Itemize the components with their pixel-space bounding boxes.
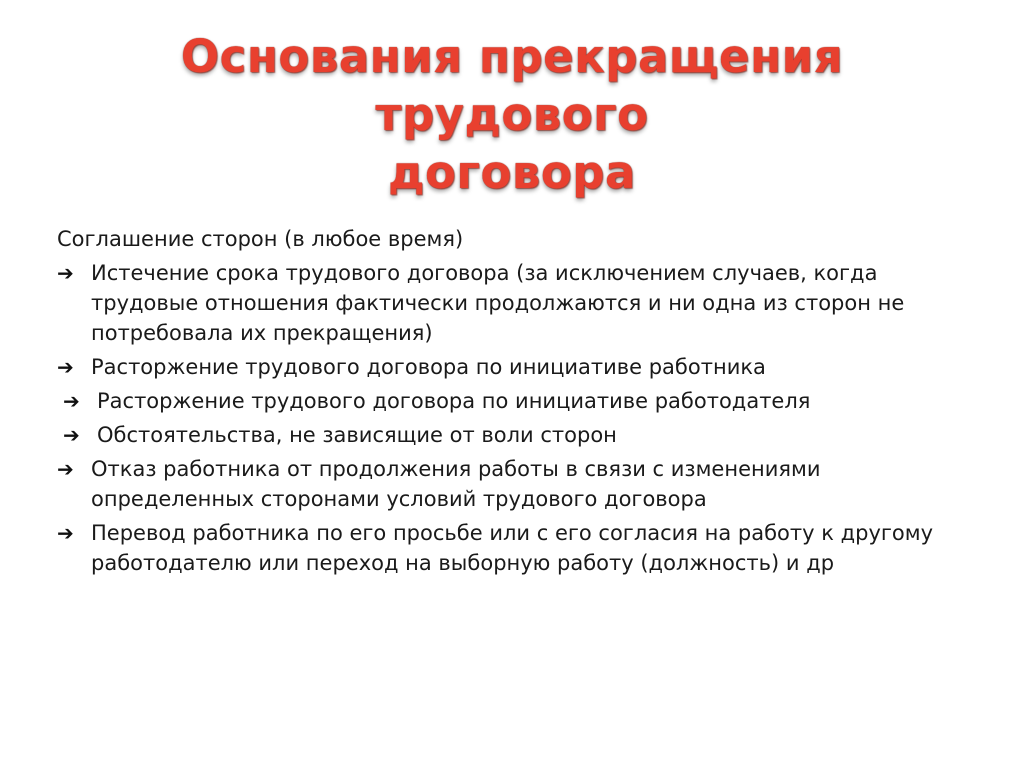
list-item (57, 454, 967, 514)
list-item-text: Перевод работника по его просьбе или с его согласия на работу к другому работодателю или переход на выборную работу (должность) и др (91, 521, 934, 575)
list-item (63, 386, 967, 416)
list-item-text: Отказ работника от продолжения работы в связи с изменениями определенных сторонами условий трудового договора (91, 457, 821, 511)
list-item-text: Расторжение трудового договора по инициативе работника (91, 355, 766, 379)
list-item-intro (57, 224, 967, 254)
slide-title (40, 28, 984, 202)
arrow-right-icon: ➔ (63, 389, 80, 413)
list-item (57, 258, 967, 348)
list-item-text: Обстоятельства, не зависящие от воли сторон (97, 423, 617, 447)
arrow-right-icon: ➔ (57, 355, 74, 379)
arrow-right-icon: ➔ (57, 521, 74, 545)
arrow-right-icon: ➔ (57, 457, 74, 481)
arrow-right-icon: ➔ (63, 423, 80, 447)
slide-title-line-1: Основания прекращения трудового (180, 30, 844, 141)
arrow-right-icon: ➔ (57, 261, 74, 285)
list-item-text: Истечение срока трудового договора (за исключением случаев, когда трудовые отношения фактически продолжаются и ни одна из сторон не потребовала их прекращения) (91, 261, 905, 345)
bullet-list (57, 224, 967, 582)
list-item (57, 352, 967, 382)
list-item-text: Расторжение трудового договора по инициативе работодателя (97, 389, 811, 413)
list-item-text: Соглашение сторон (в любое время) (57, 227, 464, 251)
list-item (63, 420, 967, 450)
list-item (57, 518, 967, 578)
slide-title-line-2: договора (388, 146, 636, 199)
